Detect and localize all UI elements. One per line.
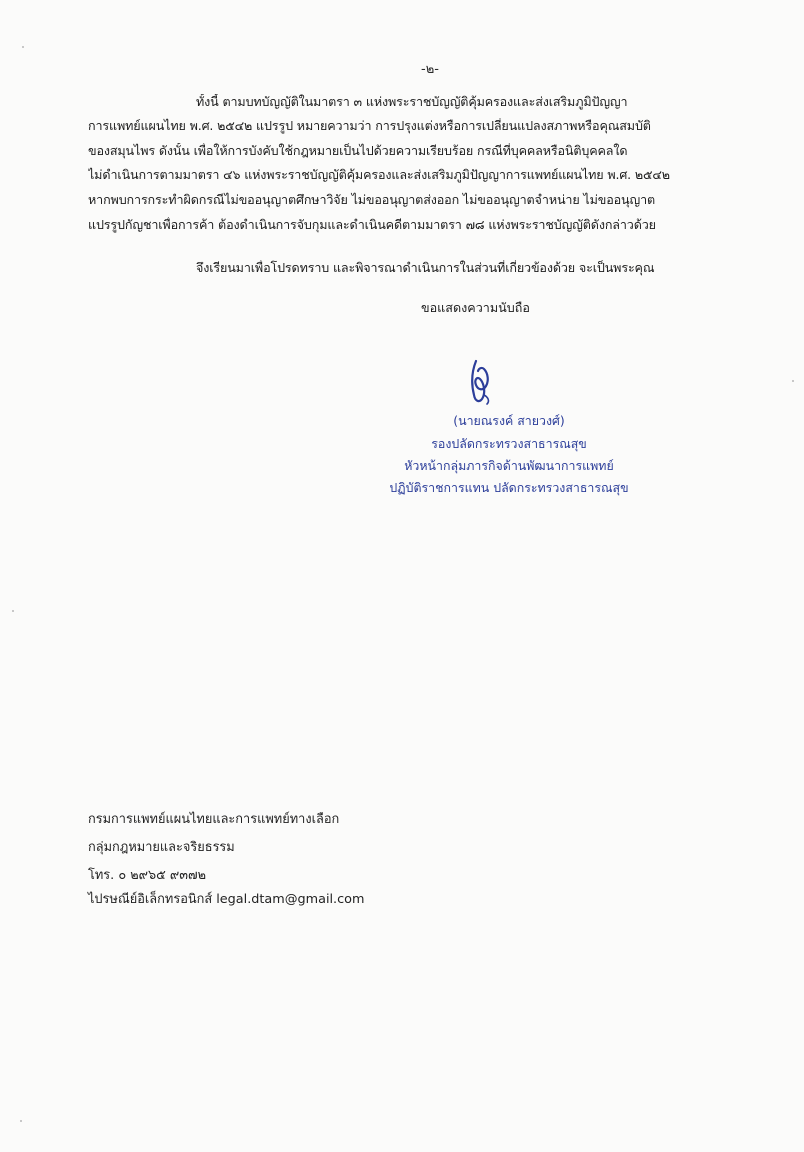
signatory-position: หัวหน้ากลุ่มภารกิจด้านพัฒนาการแพทย์ bbox=[404, 458, 614, 473]
footer-email: ไปรษณีย์อิเล็กทรอนิกส์ legal.dtam@gmail.com bbox=[88, 892, 365, 907]
signatory-acting-position: ปฏิบัติราชการแทน ปลัดกระทรวงสาธารณสุข bbox=[389, 480, 629, 495]
scan-speck bbox=[22, 46, 24, 48]
page-number: -๒- bbox=[421, 62, 439, 77]
scan-speck bbox=[792, 380, 794, 382]
signatory-position: รองปลัดกระทรวงสาธารณสุข bbox=[431, 436, 587, 451]
closing-request-line: จึงเรียนมาเพื่อโปรดทราบ และพิจารณาดำเนินการในส่วนที่เกี่ยวข้องด้วย จะเป็นพระคุณ bbox=[196, 260, 655, 275]
scan-speck bbox=[12, 610, 14, 612]
body-paragraph-line: ทั้งนี้ ตามบทบัญญัติในมาตรา ๓ แห่งพระราชบัญญัติคุ้มครองและส่งเสริมภูมิปัญญา bbox=[196, 94, 628, 109]
footer-phone: โทร. ๐ ๒๙๖๕ ๙๓๗๒ bbox=[88, 868, 207, 883]
closing-salutation: ขอแสดงความนับถือ bbox=[421, 300, 530, 315]
body-paragraph-line: แปรรูปกัญชาเพื่อการค้า ต้องดำเนินการจับกุมและดำเนินคดีตามมาตรา ๗๘ แห่งพระราชบัญญัติดังกล่าวด้วย bbox=[88, 217, 656, 232]
signatory-name: (นายณรงค์ สายวงศ์) bbox=[453, 413, 565, 428]
handwritten-signature bbox=[462, 357, 502, 407]
body-paragraph-line: การแพทย์แผนไทย พ.ศ. ๒๕๔๒ แปรรูป หมายความว่า การปรุงแต่งหรือการเปลี่ยนแปลงสภาพหรือคุณสมบัติ bbox=[88, 118, 651, 133]
footer-department: กรมการแพทย์แผนไทยและการแพทย์ทางเลือก bbox=[88, 812, 340, 827]
body-paragraph-line: ไม่ดำเนินการตามมาตรา ๔๖ แห่งพระราชบัญญัติคุ้มครองและส่งเสริมภูมิปัญญาการแพทย์แผนไทย พ.ศ. ๒๕๔๒ bbox=[88, 167, 670, 182]
scan-speck bbox=[20, 1120, 22, 1122]
footer-division: กลุ่มกฎหมายและจริยธรรม bbox=[88, 840, 235, 855]
body-paragraph-line: หากพบการกระทำผิดกรณีไม่ขออนุญาตศึกษาวิจัย ไม่ขออนุญาตส่งออก ไม่ขออนุญาตจำหน่าย ไม่ขออนุญาต bbox=[88, 192, 656, 207]
body-paragraph-line: ของสมุนไพร ดังนั้น เพื่อให้การบังคับใช้กฎหมายเป็นไปด้วยความเรียบร้อย กรณีที่บุคคลหรือนิติบุคคลใด bbox=[88, 143, 628, 158]
